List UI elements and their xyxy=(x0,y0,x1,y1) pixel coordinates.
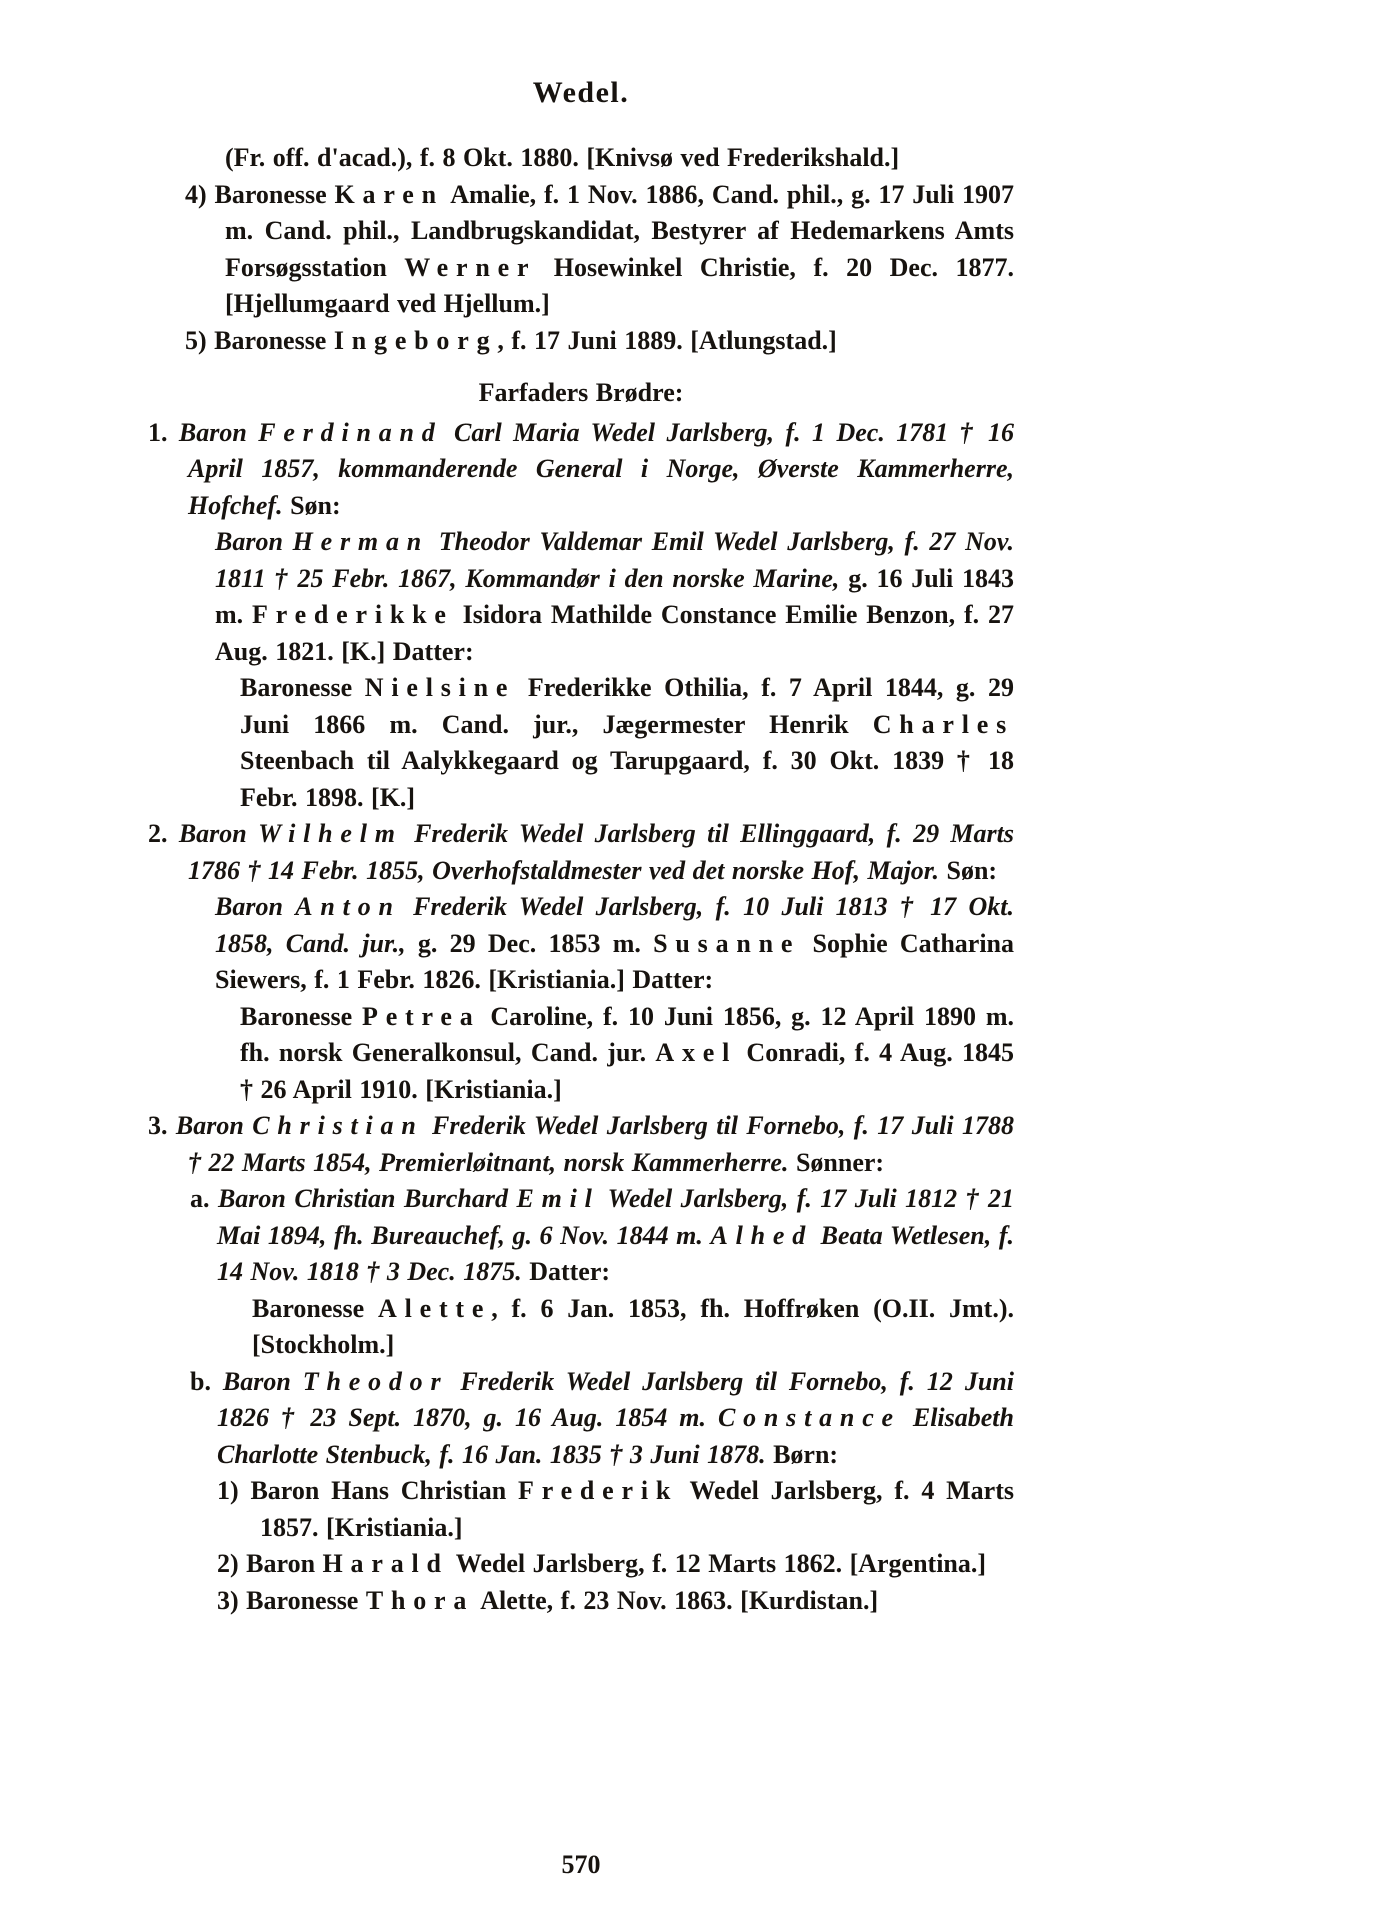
text-segment: Ingeborg xyxy=(333,325,498,355)
text-segment: 1) Baron Hans Christian xyxy=(217,1476,519,1505)
text-segment: Alette, f. 23 Nov. 1863. [Kurdistan.] xyxy=(474,1585,879,1615)
text-segment: 2. xyxy=(148,819,179,848)
section-heading xyxy=(148,375,1014,412)
text-segment: g. 29 Dec. 1853 m. xyxy=(405,928,654,958)
text-segment: Baronesse xyxy=(240,673,365,702)
paragraph xyxy=(217,1583,1014,1620)
paragraph xyxy=(215,889,1014,999)
paragraph xyxy=(217,1546,1014,1583)
text-segment: Conradi, f. 4 Aug. 1845 † 26 April 1910. [Kristiania.] xyxy=(240,1038,1014,1104)
text-segment: Beata Wetlesen, f. 14 Nov. 1818 † 3 Dec. 1875. xyxy=(217,1220,1014,1286)
text-segment: Axel xyxy=(655,1038,738,1067)
text-segment: Amalie, f. 1 Nov. 1886, Cand. phil., g. 17 Juli 1907 m. Cand. phil., Landbrugskandidat, Bestyrer af Hedemarkens Amts Forsøgsstation xyxy=(225,179,1014,282)
text-segment: Baron xyxy=(178,819,259,848)
text-segment: Frederik Wedel Jarlsberg til Ellinggaard, f. 29 Marts 1786 † 14 Febr. 1855, Overhofstaldmester ved det norske Hof, Major. xyxy=(188,819,1014,885)
text-segment: Farfaders Brødre: xyxy=(478,378,684,407)
text-segment: Alette xyxy=(378,1293,492,1323)
text-segment: 4) Baronesse xyxy=(185,179,335,209)
text-segment: Frederik xyxy=(518,1476,679,1505)
text-segment: Baron xyxy=(215,892,296,921)
text-segment: Baronesse xyxy=(252,1293,378,1323)
text-segment: Susanne xyxy=(653,928,801,958)
text-segment: Harald xyxy=(322,1549,449,1578)
paragraph xyxy=(240,999,1014,1109)
text-segment: Steenbach til Aalykkegaard og Tarupgaard, f. 30 Okt. 1839 † 18 Febr. 1898. [K.] xyxy=(240,746,1014,812)
text-segment: Wedel Jarlsberg, f. 12 Marts 1862. [Argentina.] xyxy=(448,1549,987,1578)
page-content xyxy=(148,0,1014,1619)
text-segment: (Fr. off. d'acad.), f. 8 Okt. 1880. [Knivsø ved Frederikshald.] xyxy=(225,143,900,172)
text-segment: Herman xyxy=(292,527,430,556)
paragraph xyxy=(148,1108,1015,1181)
text-segment: Wedel Jarlsberg, f. 17 Juli 1812 † 21 Mai 1894, fh. Bureauchef, g. 6 Nov. 1844 m. xyxy=(217,1184,1014,1250)
paragraph xyxy=(215,524,1014,670)
text-segment: Sophie Catharina Siewers, f. 1 Febr. 1826. [Kristiania.] Datter: xyxy=(215,928,1015,994)
text-segment: Emil xyxy=(516,1184,600,1213)
text-segment: Baronesse xyxy=(240,1001,363,1031)
text-segment: Anton xyxy=(295,892,401,921)
text-segment: Frederik Wedel Jarlsberg til Fornebo, f. 17 Juli 1788 † 22 Marts 1854, Premierløitnant, norsk Kammerherre. xyxy=(188,1111,1015,1177)
text-segment: Christian xyxy=(252,1111,424,1140)
paragraph xyxy=(252,1291,1014,1364)
text-segment: a. xyxy=(190,1184,218,1213)
paragraph xyxy=(190,1364,1014,1474)
text-segment: Sønner: xyxy=(788,1147,885,1177)
text-segment: Caroline, f. 10 Juni 1856, g. 12 April 1890 m. fh. norsk Generalkonsul, Cand. jur. xyxy=(240,1001,1014,1067)
paragraph xyxy=(148,816,1014,889)
text-block xyxy=(148,140,1014,1619)
text-segment: Søn: xyxy=(282,490,341,520)
text-segment: Elisabeth Charlotte Stenbuck, f. 16 Jan. 1835 † 3 Juni 1878. xyxy=(217,1403,1014,1469)
paragraph xyxy=(185,323,1014,360)
text-segment: Theodor xyxy=(302,1366,449,1396)
text-segment: Karen xyxy=(334,179,444,209)
text-segment: Ferdinand xyxy=(258,417,443,447)
text-segment: Isidora Mathilde Constance Emilie Benzon, f. 27 Aug. 1821. [K.] Datter: xyxy=(215,600,1014,666)
page-number: 570 xyxy=(561,1850,601,1879)
paragraph xyxy=(148,415,1014,525)
text-segment: Petrea xyxy=(362,1001,481,1031)
page-title: Wedel. xyxy=(532,76,630,109)
text-segment: Baron xyxy=(175,1111,253,1140)
text-segment: 1. xyxy=(148,417,179,447)
text-segment: g. 16 Juli 1843 m. xyxy=(215,563,1014,629)
text-segment: Frederikke xyxy=(252,600,454,629)
text-segment: Baron Christian Burchard xyxy=(217,1184,517,1213)
text-segment: 3) Baronesse xyxy=(217,1585,366,1615)
text-segment: Baron xyxy=(178,417,259,447)
text-segment: Frederik Wedel Jarlsberg til Fornebo, f. 12 Juni 1826 † 23 Sept. 1870, g. 16 Aug. 1854 m. xyxy=(217,1366,1014,1432)
paragraph xyxy=(185,177,1014,323)
text-segment: , f. 17 Juni 1889. [Atlungstad.] xyxy=(497,325,837,355)
text-segment: 2) Baron xyxy=(217,1549,323,1578)
text-segment: Constance xyxy=(717,1403,901,1432)
text-segment: Børn: xyxy=(765,1439,839,1469)
text-segment: Charles xyxy=(872,709,1014,739)
text-segment: Baron xyxy=(222,1366,303,1396)
text-segment: Thora xyxy=(365,1585,475,1615)
text-segment: b. xyxy=(190,1366,223,1396)
paragraph xyxy=(190,1181,1014,1291)
text-segment: Hosewinkel Christie, f. 20 Dec. 1877. [Hjellumgaard ved Hjellum.] xyxy=(225,252,1014,318)
text-segment: Frederik Wedel Jarlsberg, f. 10 Juli 1813 † 17 Okt. 1858, Cand. jur., xyxy=(215,892,1015,958)
text-segment: Søn: xyxy=(938,855,998,885)
text-segment: Frederikke Othilia, f. 7 April 1844, g. 29 Juni 1866 m. Cand. jur., Jægermester Henrik xyxy=(240,673,1014,739)
text-segment: Baron xyxy=(215,527,293,556)
text-segment: Wedel Jarlsberg, f. 4 Marts 1857. [Kristiania.] xyxy=(260,1476,1014,1542)
text-segment: Werner xyxy=(404,252,537,282)
text-segment: Wilhelm xyxy=(258,819,403,848)
text-segment: Alhed xyxy=(710,1220,814,1250)
text-segment: Datter: xyxy=(521,1257,611,1286)
text-segment: Nielsine xyxy=(364,673,516,702)
text-segment: Carl Maria Wedel Jarlsberg, f. 1 Dec. 1781 † 16 April 1857, kommanderende General i Norge, Øverste Kammerherre, Hofchef. xyxy=(188,417,1014,520)
text-segment: 3. xyxy=(148,1111,176,1140)
text-segment: Theodor Valdemar Emil Wedel Jarlsberg, f. 27 Nov. 1811 † 25 Febr. 1867, Kommandør i den norske Marine, xyxy=(215,527,1014,593)
paragraph xyxy=(217,1473,1014,1546)
text-segment: , f. 6 Jan. 1853, fh. Hoffrøken (O.II. Jmt.). [Stockholm.] xyxy=(252,1293,1014,1359)
paragraph xyxy=(240,670,1014,816)
paragraph xyxy=(225,140,1014,177)
text-segment: 5) Baronesse xyxy=(185,325,334,355)
